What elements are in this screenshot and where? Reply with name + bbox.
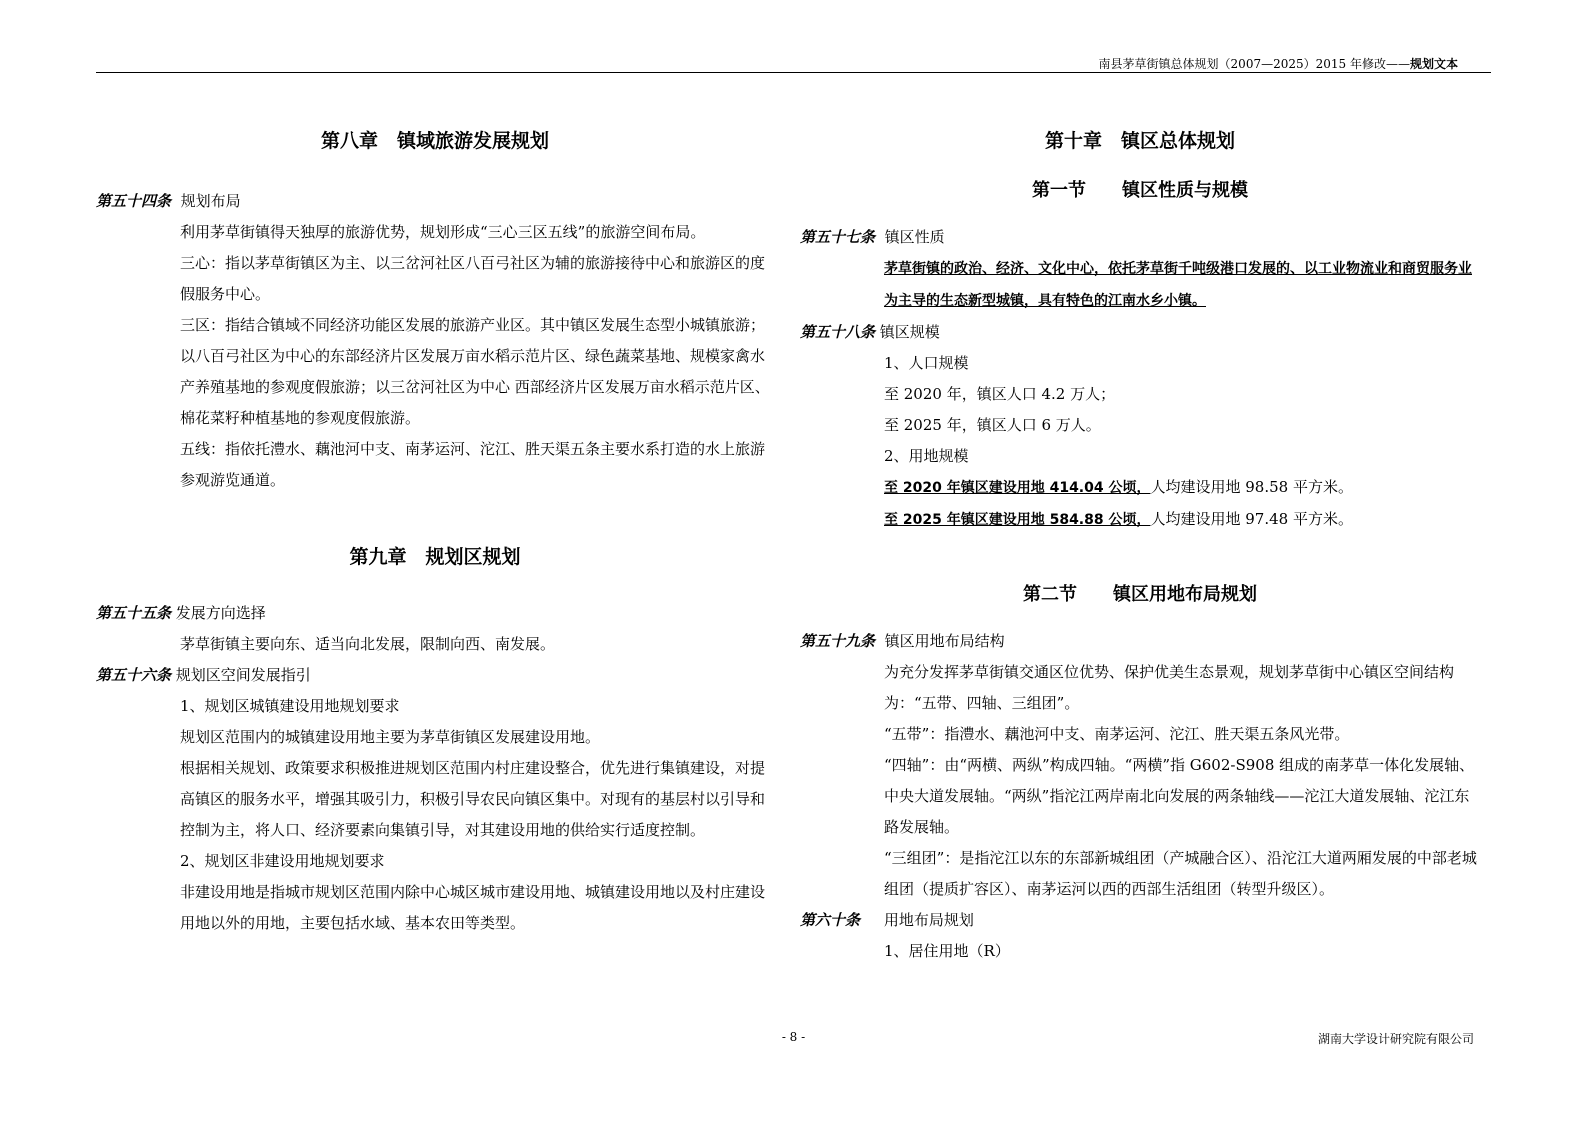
paragraph: 非建设用地是指城市规划区范围内除中心城区城市建设用地、城镇建设用地以及村庄建设用地以外的用地，主要包括水域、基本农田等类型。 (180, 883, 766, 932)
article-title: 发展方向选择 (175, 604, 266, 622)
footer-organization: 湖南大学设计研究院有限公司 (1317, 1032, 1474, 1046)
paragraph: 茅草街镇主要向东、适当向北发展，限制向西、南发展。 (180, 635, 556, 653)
chapter-9-title: 第九章 规划区规划 (349, 546, 521, 568)
article-number: 第五十七条 (800, 228, 876, 246)
article-number: 第五十五条 (96, 604, 172, 622)
article-number: 第六十条 (800, 911, 861, 929)
article-number: 第五十九条 (800, 632, 876, 650)
paragraph: 三区：指结合镇域不同经济功能区发展的旅游产业区。其中镇区发展生态型小城镇旅游；以八百弓社区为中心的东部经济片区发展万亩水稻示范片区、绿色蔬菜基地、规模家禽水产养殖基地的参观度假旅游；以三岔河社区为中心 西部经济片区发展万亩水稻示范片区、棉花菜籽种植基地的参观度假旅游。 (180, 316, 770, 427)
article-60-heading (800, 905, 1480, 936)
section-2-title: 第二节 镇区用地布局规划 (1023, 584, 1257, 605)
paragraph (800, 253, 1480, 317)
article-title: 镇区用地布局结构 (884, 632, 1005, 650)
paragraph (800, 504, 1480, 536)
land-2020-rest: 人均建设用地 98.58 平方米。 (1150, 478, 1353, 496)
paragraph: 为充分发挥茅草街镇交通区位优势、保护优美生态景观，规划茅草街中心镇区空间结构为：“五带、四轴、三组团”。 (884, 663, 1455, 712)
paragraph: “三组团”：是指沱江以东的东部新城组团（产城融合区）、沿沱江大道两厢发展的中部老城组团（提质扩容区）、南茅运河以西的西部生活组团（转型升级区）。 (884, 849, 1477, 898)
paragraph: 1、规划区城镇建设用地规划要求 (180, 697, 400, 715)
article-title: 规划区空间发展指引 (175, 666, 311, 684)
article-number: 第五十八条 (800, 323, 876, 341)
section-1-title: 第一节 镇区性质与规模 (1032, 180, 1248, 201)
paragraph: 规划区范围内的城镇建设用地主要为茅草街镇区发展建设用地。 (180, 728, 601, 746)
paragraph: 五线：指依托澧水、藕池河中支、南茅运河、沱江、胜天渠五条主要水系打造的水上旅游参观游览通道。 (180, 440, 766, 489)
paragraph: 根据相关规划、政策要求积极推进规划区范围内村庄建设整合，优先进行集镇建设，对提高镇区的服务水平，增强其吸引力，积极引导农民向镇区集中。对现有的基层村以引导和控制为主，将人口、经济要素向集镇引导，对其建设用地的供给实行适度控制。 (180, 759, 766, 839)
article-number: 第五十六条 (96, 666, 172, 684)
article-56-heading (96, 660, 774, 691)
paragraph: 至 2020 年，镇区人口 4.2 万人； (884, 385, 1116, 403)
paragraph: 利用茅草街镇得天独厚的旅游优势，规划形成“三心三区五线”的旅游空间布局。 (180, 223, 706, 241)
article-title: 用地布局规划 (883, 911, 974, 929)
chapter-10-title: 第十章 镇区总体规划 (1044, 130, 1235, 152)
article-title: 镇区规模 (879, 323, 940, 341)
header-title-bold: 规划文本 (1409, 57, 1458, 71)
article-54-heading (96, 186, 774, 217)
land-2020-bold: 至 2020 年镇区建设用地 414.04 公顷， (884, 480, 1151, 496)
paragraph: “五带”：指澧水、藕池河中支、南茅运河、沱江、胜天渠五条风光带。 (884, 725, 1350, 743)
paragraph: 至 2025 年，镇区人口 6 万人。 (884, 416, 1101, 434)
header-title (1099, 55, 1458, 72)
header-title-prefix: 南县茅草街镇总体规划（2007—2025）2015 年修改—— (1098, 57, 1410, 71)
paragraph: 2、用地规模 (884, 447, 969, 465)
town-nature-statement: 茅草街镇的政治、经济、文化中心，依托茅草街千吨级港口发展的、以工业物流业和商贸服务业为主导的生态新型城镇，具有特色的江南水乡小镇。 (884, 261, 1472, 309)
article-57-heading (800, 222, 1480, 253)
page-number: - 8 - (781, 1030, 806, 1044)
article-number: 第五十四条 (96, 192, 172, 210)
article-55-heading (96, 598, 774, 629)
land-2025-bold: 至 2025 年镇区建设用地 584.88 公顷， (884, 512, 1151, 528)
page-header (96, 52, 1491, 73)
right-column (800, 110, 1480, 967)
paragraph: 三心：指以茅草街镇区为主、以三岔河社区八百弓社区为辅的旅游接待中心和旅游区的度假服务中心。 (180, 254, 766, 303)
article-title: 镇区性质 (884, 228, 945, 246)
paragraph (800, 472, 1480, 504)
land-2025-rest: 人均建设用地 97.48 平方米。 (1150, 510, 1353, 528)
article-title: 规划布局 (180, 192, 241, 210)
left-column (96, 110, 774, 939)
article-59-heading (800, 626, 1480, 657)
paragraph: 1、居住用地（R） (884, 942, 1010, 960)
paragraph: 1、人口规模 (884, 354, 969, 372)
paragraph: 2、规划区非建设用地规划要求 (180, 852, 385, 870)
paragraph: “四轴”：由“两横、两纵”构成四轴。“两横”指 G602-S908 组成的南茅草一体化发展轴、中央大道发展轴。“两纵”指沱江两岸南北向发展的两条轴线——沱江大道发展轴、沱江东路发展轴。 (884, 756, 1475, 836)
chapter-8-title: 第八章 镇域旅游发展规划 (320, 130, 549, 152)
article-58-heading (800, 317, 1480, 348)
